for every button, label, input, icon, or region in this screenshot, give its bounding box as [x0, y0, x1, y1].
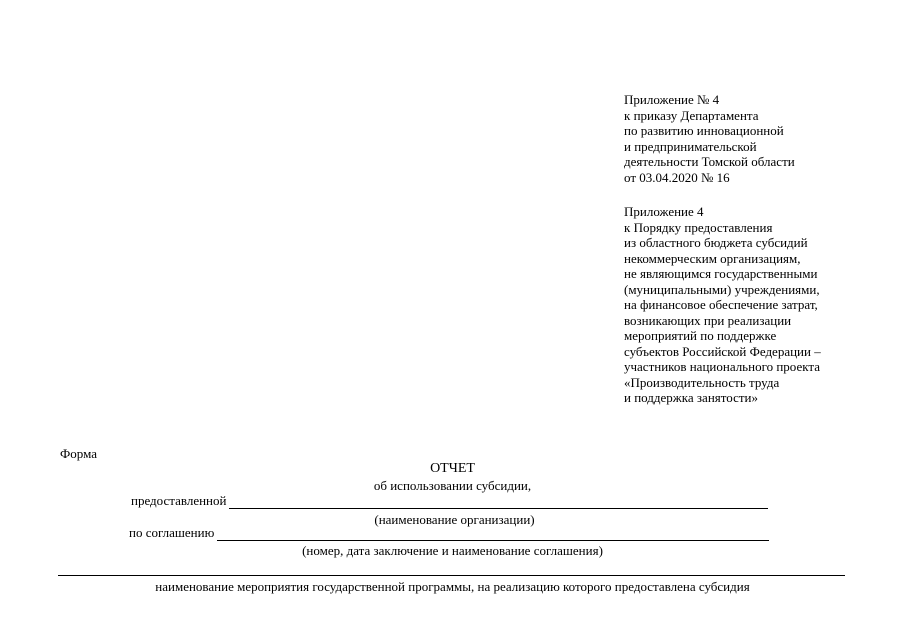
appendix-order-line: к приказу Департамента	[624, 107, 759, 123]
agreement-label: по соглашению	[129, 525, 215, 540]
appendix-procedure-line: мероприятий по поддержке	[624, 328, 777, 343]
organization-hint-text: (наименование организации)	[374, 512, 535, 527]
agreement-hint: (номер, дата заключение и наименование соглашения)	[302, 543, 603, 558]
appendix-procedure-line: участников национального проекта	[624, 359, 820, 374]
agreement-details-line[interactable]	[217, 528, 769, 541]
event-name-line[interactable]	[58, 575, 845, 576]
appendix-procedure-line: возникающих при реализации	[624, 312, 792, 328]
report-subtitle: об использовании субсидии,	[373, 478, 532, 493]
appendix-procedure-line: «Производительность труда	[624, 374, 780, 390]
appendix-procedure-block	[624, 204, 821, 406]
appendix-procedure-line: из областного бюджета субсидий	[624, 235, 808, 250]
appendix-procedure-line: (муниципальными) учреждениями,	[624, 281, 820, 297]
appendix-procedure-line: Приложение 4	[624, 204, 704, 219]
organization-name-line[interactable]	[229, 496, 768, 509]
appendix-order-line: от 03.04.2020 № 16	[624, 169, 730, 185]
appendix-procedure-line: на финансовое обеспечение затрат,	[624, 297, 818, 312]
report-title: ОТЧЕТ	[430, 461, 475, 476]
appendix-procedure-line: к Порядку предоставления	[624, 219, 773, 235]
appendix-order-line: деятельности Томской области	[624, 154, 795, 169]
form-label: Форма	[60, 446, 97, 461]
appendix-order-block	[624, 92, 795, 185]
appendix-procedure-line: не являющимся государственными	[624, 266, 818, 281]
appendix-order-line: Приложение № 4	[624, 92, 720, 107]
appendix-procedure-line: и поддержка занятости»	[624, 390, 758, 405]
provided-to-row	[131, 493, 768, 509]
appendix-order-line: и предпринимательской	[624, 138, 757, 154]
appendix-procedure-line: некоммерческим организациям,	[624, 250, 801, 266]
event-hint: наименование мероприятия государственной программы, на реализацию которого предоставлена субсидия	[155, 579, 750, 594]
appendix-order-line: по развитию инновационной	[624, 123, 784, 138]
agreement-row	[129, 525, 769, 541]
provided-label: предоставленной	[131, 493, 227, 508]
appendix-procedure-line: субъектов Российской Федерации –	[624, 343, 821, 359]
